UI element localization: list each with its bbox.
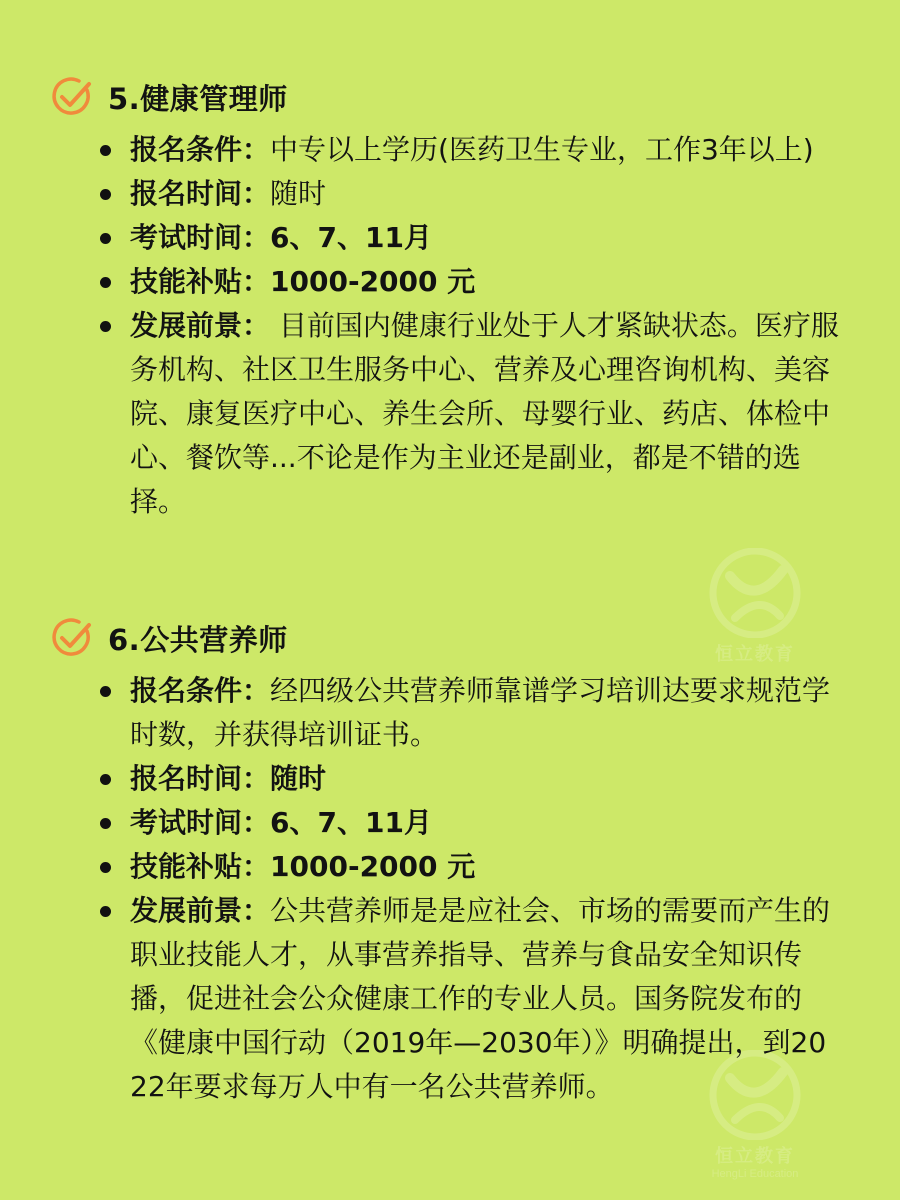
item-label: 技能补贴：	[130, 265, 271, 298]
item-list	[50, 669, 840, 1109]
bullet-icon	[100, 145, 111, 156]
list-item-requirement	[50, 128, 840, 172]
item-value: 中专以上学历(医药卫生专业，工作3年以上)	[270, 133, 814, 166]
item-value: 6、7、11月	[270, 221, 432, 254]
item-label: 发展前景：	[130, 894, 271, 927]
bullet-icon	[100, 906, 111, 917]
item-label: 报名条件：	[130, 133, 271, 166]
list-item-requirement	[50, 669, 840, 757]
watermark-text: 恒立教育	[715, 644, 795, 665]
list-item-exam-time	[50, 801, 840, 845]
check-circle-icon	[50, 75, 94, 119]
item-value: 1000-2000 元	[270, 850, 476, 883]
section-title: 6.公共营养师	[108, 622, 288, 657]
list-item-subsidy	[50, 260, 840, 304]
bullet-icon	[100, 686, 111, 697]
item-value: 经四级公共营养师靠谱学习培训达要求规范学时数，并获得培训证书。	[130, 674, 831, 751]
item-value: 公共营养师是是应社会、市场的需要而产生的职业技能人才，从事营养指导、营养与食品安全知识传播，促进社会公众健康工作的专业人员。国务院发布的《健康中国行动（2019年—2030年）》明确提出，到2022年要求每万人中有一名公共营养师。	[130, 894, 831, 1103]
list-item-registration-time	[50, 172, 840, 216]
bullet-icon	[100, 774, 111, 785]
section-header	[50, 72, 840, 122]
list-item-exam-time	[50, 216, 840, 260]
item-label: 考试时间：	[130, 806, 271, 839]
bullet-icon	[100, 189, 111, 200]
item-label: 报名时间：	[130, 762, 271, 795]
section-public-nutritionist	[50, 613, 840, 1109]
item-label: 报名条件：	[130, 674, 271, 707]
item-value: 目前国内健康行业处于人才紧缺状态。医疗服务机构、社区卫生服务中心、营养及心理咨询机构、美容院、康复医疗中心、养生会所、母婴行业、药店、体检中心、餐饮等...不论是作为主业还是副业，都是不错的选择。	[130, 309, 839, 518]
item-value: 随时	[270, 762, 327, 795]
section-health-manager	[50, 72, 840, 524]
item-value: 1000-2000 元	[270, 265, 476, 298]
list-item-prospects	[50, 304, 840, 524]
item-label: 报名时间：	[130, 177, 271, 210]
list-item-registration-time	[50, 757, 840, 801]
list-item-prospects	[50, 889, 840, 1109]
item-label: 考试时间：	[130, 221, 271, 254]
bullet-icon	[100, 233, 111, 244]
watermark-subtext: HengLi Education	[711, 1168, 799, 1180]
item-value: 随时	[270, 177, 327, 210]
watermark-text: 恒立教育	[715, 1146, 795, 1167]
list-item-subsidy	[50, 845, 840, 889]
item-label: 发展前景：	[130, 309, 271, 342]
bullet-icon	[100, 321, 111, 332]
bullet-icon	[100, 277, 111, 288]
item-list	[50, 128, 840, 524]
check-circle-icon	[50, 616, 94, 660]
item-value: 6、7、11月	[270, 806, 432, 839]
section-title: 5.健康管理师	[108, 81, 288, 116]
section-header	[50, 613, 840, 663]
item-label: 技能补贴：	[130, 850, 271, 883]
bullet-icon	[100, 818, 111, 829]
bullet-icon	[100, 862, 111, 873]
